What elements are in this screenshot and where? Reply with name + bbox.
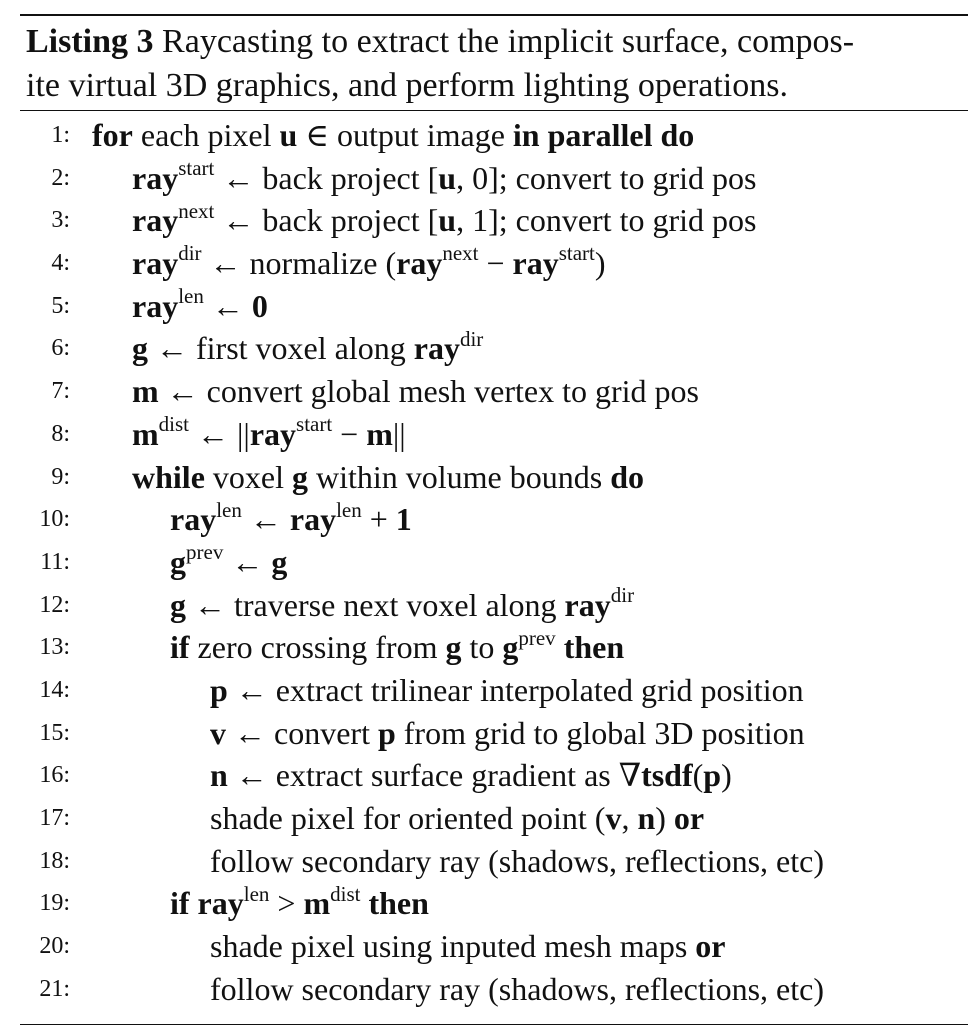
code-text: ← first voxel along	[148, 330, 414, 367]
code-text: ← ||	[189, 415, 250, 452]
line-number: 5:	[51, 292, 70, 319]
bold-symbol: ray	[170, 501, 217, 538]
bold-symbol: m	[366, 415, 393, 452]
bold-symbol: u	[438, 159, 457, 196]
keyword: in parallel do	[512, 117, 695, 153]
bold-symbol: 1	[395, 501, 412, 538]
code-line	[20, 242, 968, 285]
bold-symbol: g	[132, 330, 148, 367]
line-number: 3:	[51, 207, 70, 234]
code-text: ← convert global mesh vertex to grid pos	[158, 373, 699, 410]
bold-symbol: 0	[251, 287, 268, 324]
keyword: do	[610, 458, 644, 495]
line-code	[170, 626, 624, 669]
superscript: dir	[459, 326, 484, 351]
bold-symbol: g	[445, 629, 462, 666]
line-number: 1:	[51, 122, 70, 148]
line-code	[170, 498, 412, 541]
bold-symbol: ray	[132, 159, 179, 196]
code-line	[20, 114, 968, 157]
bold-symbol: g	[502, 629, 519, 666]
code-text: ← back project [	[214, 202, 439, 239]
superscript: len	[243, 881, 270, 906]
bold-symbol: ray	[132, 202, 179, 239]
listing-lines	[20, 114, 968, 1010]
superscript: start	[178, 156, 215, 181]
code-text: within volume bounds	[307, 458, 611, 495]
code-text: , 0]; convert to grid pos	[456, 159, 757, 196]
code-line	[20, 456, 968, 499]
listing-label: Listing 3	[26, 23, 154, 60]
code-text: ← extract surface gradient as ∇	[227, 757, 642, 794]
bold-symbol: tsdf	[641, 757, 693, 794]
code-line	[20, 285, 968, 328]
code-line	[20, 797, 968, 840]
code-line	[20, 413, 968, 456]
bold-symbol: m	[132, 373, 159, 410]
keyword: then	[563, 629, 625, 666]
bold-symbol: p	[377, 714, 396, 751]
line-number: 12:	[39, 591, 70, 618]
code-text: each pixel	[132, 117, 280, 153]
code-text: )	[594, 245, 606, 282]
line-number: 15:	[39, 719, 70, 746]
code-line	[20, 712, 968, 755]
code-text: shade pixel for oriented point (	[210, 800, 606, 836]
code-text: ,	[621, 800, 638, 836]
bold-symbol: v	[210, 714, 226, 751]
line-number: 8:	[51, 420, 70, 447]
code-line	[20, 541, 968, 584]
superscript: len	[336, 497, 362, 522]
line-code	[210, 840, 824, 883]
code-line	[20, 925, 968, 968]
code-line	[20, 199, 968, 242]
keyword: or	[673, 800, 705, 836]
keyword: for	[92, 117, 133, 153]
bold-symbol: ray	[512, 245, 559, 282]
code-text: ←	[203, 287, 252, 324]
superscript: start	[296, 412, 333, 437]
line-code	[210, 754, 732, 797]
bold-symbol: ray	[289, 501, 337, 538]
code-text: voxel	[204, 458, 292, 495]
code-text: ← extract trilinear interpolated grid position	[227, 671, 804, 708]
code-text: −	[478, 245, 513, 282]
line-number: 14:	[39, 676, 70, 703]
code-text: +	[361, 501, 396, 538]
code-text: ←	[241, 501, 290, 538]
line-number: 7:	[51, 378, 70, 405]
superscript: dist	[158, 412, 189, 437]
line-code	[210, 712, 805, 755]
code-text: ← traverse next voxel along	[186, 586, 565, 623]
line-code	[132, 242, 606, 285]
code-text: follow secondary ray (shadows, reflections, etc)	[210, 842, 824, 879]
code-line	[20, 840, 968, 883]
line-code	[132, 370, 699, 413]
line-number: 16:	[39, 762, 70, 789]
superscript: prev	[186, 540, 224, 565]
bold-symbol: u	[438, 202, 457, 239]
code-text	[190, 885, 198, 921]
bold-symbol: g	[170, 543, 186, 580]
superscript: prev	[518, 625, 556, 650]
code-text: )	[655, 800, 674, 836]
code-text: ||	[392, 415, 406, 452]
code-text: −	[332, 415, 367, 452]
bold-symbol: ray	[413, 330, 460, 367]
keyword: then	[368, 885, 429, 922]
code-text: )	[721, 757, 732, 794]
superscript: next	[178, 198, 215, 223]
code-text: follow secondary ray (shadows, reflections, etc)	[210, 970, 824, 1007]
code-line	[20, 968, 968, 1011]
bold-symbol: m	[132, 415, 159, 452]
superscript: start	[558, 241, 595, 266]
code-text: to	[461, 629, 503, 666]
superscript: dist	[330, 881, 361, 906]
code-text	[556, 629, 564, 665]
line-number: 20:	[39, 933, 70, 960]
code-text: from grid to global 3D position	[395, 714, 805, 751]
line-code	[132, 285, 268, 328]
line-code	[132, 157, 756, 200]
code-line	[20, 754, 968, 797]
line-code	[210, 925, 725, 968]
bold-symbol: ray	[197, 885, 244, 922]
caption-rule	[20, 110, 968, 111]
bold-symbol: g	[291, 458, 308, 495]
bold-symbol: ray	[132, 245, 179, 282]
code-text: (	[692, 757, 704, 794]
line-code	[170, 882, 429, 925]
line-code	[132, 456, 644, 499]
caption-line-1: Raycasting to extract the implicit surface, compos-	[162, 23, 855, 60]
code-text: >	[269, 885, 304, 922]
code-text: , 1]; convert to grid pos	[456, 202, 757, 239]
superscript: dir	[178, 241, 202, 266]
bold-symbol: u	[279, 117, 298, 153]
bold-symbol: ray	[132, 287, 179, 324]
bold-symbol: p	[703, 757, 722, 794]
line-number: 19:	[39, 890, 70, 917]
line-number: 18:	[39, 847, 70, 874]
bold-symbol: m	[303, 885, 331, 922]
line-number: 4:	[51, 250, 70, 277]
code-line	[20, 882, 968, 925]
code-text: ← back project [	[214, 159, 439, 196]
keyword: if	[170, 885, 190, 922]
bold-symbol: g	[271, 543, 288, 580]
line-code	[210, 968, 824, 1011]
code-text: ← convert	[226, 714, 378, 751]
bold-symbol: ray	[564, 586, 611, 623]
keyword: or	[695, 928, 726, 965]
line-code	[132, 327, 483, 370]
bold-symbol: ray	[396, 245, 443, 282]
bold-symbol: n	[210, 757, 228, 794]
line-number: 2:	[51, 164, 70, 191]
code-line	[20, 157, 968, 200]
line-number: 10:	[39, 506, 70, 533]
line-number: 21:	[39, 975, 70, 1002]
bold-symbol: p	[210, 671, 228, 708]
line-number: 6:	[51, 335, 70, 362]
bold-symbol: n	[637, 800, 656, 836]
caption-line-2: ite virtual 3D graphics, and perform lighting operations.	[26, 67, 788, 104]
line-code	[210, 669, 804, 712]
superscript: len	[178, 284, 204, 309]
code-line	[20, 498, 968, 541]
code-text: ∈ output image	[297, 117, 513, 153]
line-code	[132, 413, 406, 456]
bold-symbol: ray	[249, 415, 297, 452]
code-text: shade pixel using inputed mesh maps	[210, 928, 696, 965]
keyword: while	[132, 458, 205, 495]
line-code	[170, 541, 287, 584]
superscript: len	[216, 497, 242, 522]
line-code	[92, 114, 694, 157]
bold-symbol: g	[170, 586, 186, 623]
line-number: 17:	[39, 805, 70, 831]
listing-caption	[26, 20, 962, 108]
line-code	[170, 584, 634, 627]
line-number: 11:	[40, 548, 70, 575]
code-line	[20, 370, 968, 413]
code-text: ←	[223, 543, 272, 580]
code-line	[20, 626, 968, 669]
line-number: 13:	[39, 634, 70, 661]
code-line	[20, 669, 968, 712]
line-code	[132, 199, 756, 242]
top-rule	[20, 14, 968, 16]
keyword: if	[170, 629, 190, 666]
superscript: next	[442, 241, 479, 266]
code-text: zero crossing from	[189, 629, 446, 666]
code-line	[20, 327, 968, 370]
code-line	[20, 584, 968, 627]
code-text: ← normalize (	[201, 245, 397, 282]
bold-symbol: v	[605, 800, 622, 836]
bottom-rule	[20, 1024, 968, 1025]
line-code	[210, 797, 704, 840]
line-number: 9:	[51, 463, 70, 490]
superscript: dir	[610, 582, 635, 607]
